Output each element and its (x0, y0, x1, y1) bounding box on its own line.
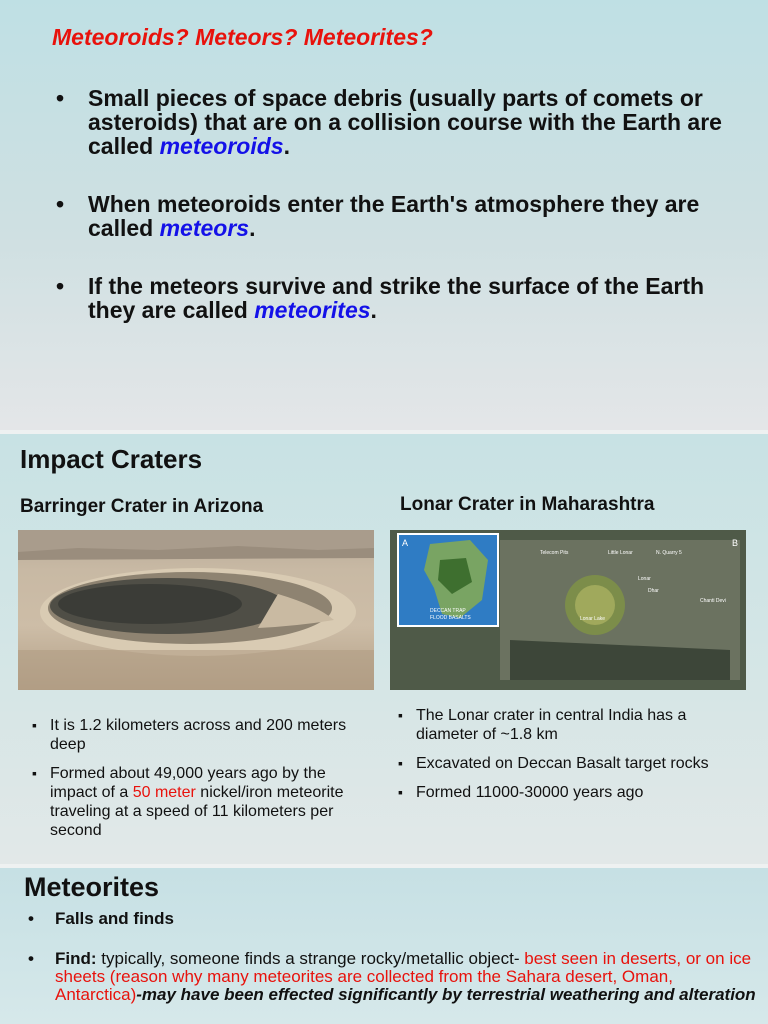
map-label-lonar: Lonar (638, 576, 651, 582)
list-item: ▪ It is 1.2 kilometers across and 200 meters deep (32, 716, 372, 754)
list-item: ▪ Formed about 49,000 years ago by the impact of a 50 meter nickel/iron meteorite traveling at a speed of 11 kilometers per second (32, 764, 372, 840)
list-item: ▪ Formed 11000-30000 years ago (398, 783, 738, 802)
map-label-telecom: Telecom Pits (540, 550, 569, 556)
map-legend-line2: FLOOD BASALTS (430, 615, 471, 621)
map-label-lonar-lake: Lonar Lake (580, 616, 606, 622)
highlight-50-meter: 50 meter (132, 784, 196, 801)
slide-title: Impact Craters (20, 444, 203, 474)
definition-list (56, 86, 736, 356)
lonar-facts (398, 706, 738, 812)
bullet-meteorites: • If the meteors survive and strike the surface of the Earth they are called meteorites. (56, 274, 736, 322)
slide-impact-craters (0, 434, 768, 864)
map-label-dhar: Dhar (648, 588, 659, 594)
list-item: ▪ Excavated on Deccan Basalt target rocks (398, 754, 738, 773)
meteorite-list (28, 910, 758, 1024)
bullet-meteors: • When meteoroids enter the Earth's atmosphere they are called meteors. (56, 192, 736, 240)
map-label-chanti-devi: Chanti Devi (700, 598, 726, 604)
crater-illustration (18, 530, 374, 690)
keyword-meteoroids: meteoroids (159, 133, 284, 159)
barringer-heading: Barringer Crater in Arizona (20, 496, 264, 517)
barringer-crater-photo (18, 530, 374, 690)
bullet-falls-finds: • Falls and finds (28, 910, 758, 928)
map-legend-line1: DECCAN TRAP (430, 608, 466, 614)
bullet-meteoroids: • Small pieces of space debris (usually parts of comets or asteroids) that are on a collision course with the Earth are called meteoroids. (56, 86, 736, 158)
bullet-find: • Find: typically, someone finds a strange rocky/metallic object- best seen in deserts, or on ice sheets (reason why many meteorites are collected from the Sahara desert, Oman, Antarctica)-may have been effected significantly by terrestrial weathering and alteration (28, 950, 758, 1004)
lonar-crater-map (390, 530, 746, 690)
barringer-facts (32, 716, 372, 850)
slide-meteoroid-definitions (0, 0, 768, 430)
slide-title: Meteorites (24, 872, 160, 902)
keyword-meteors: meteors (159, 215, 250, 241)
map-label-quarry: N. Quarry 5 (656, 550, 682, 556)
list-item: ▪ The Lonar crater in central India has a diameter of ~1.8 km (398, 706, 738, 744)
lonar-illustration (390, 530, 746, 690)
slide-title: Meteoroids? Meteors? Meteorites? (52, 24, 433, 50)
panel-a-label: A (402, 538, 409, 548)
keyword-meteorites: meteorites (254, 297, 371, 323)
map-label-little-lonar: Little Lonar (608, 550, 633, 556)
slide-meteorites (0, 868, 768, 1024)
panel-b-label: B (732, 538, 739, 548)
lonar-heading: Lonar Crater in Maharashtra (400, 494, 655, 515)
